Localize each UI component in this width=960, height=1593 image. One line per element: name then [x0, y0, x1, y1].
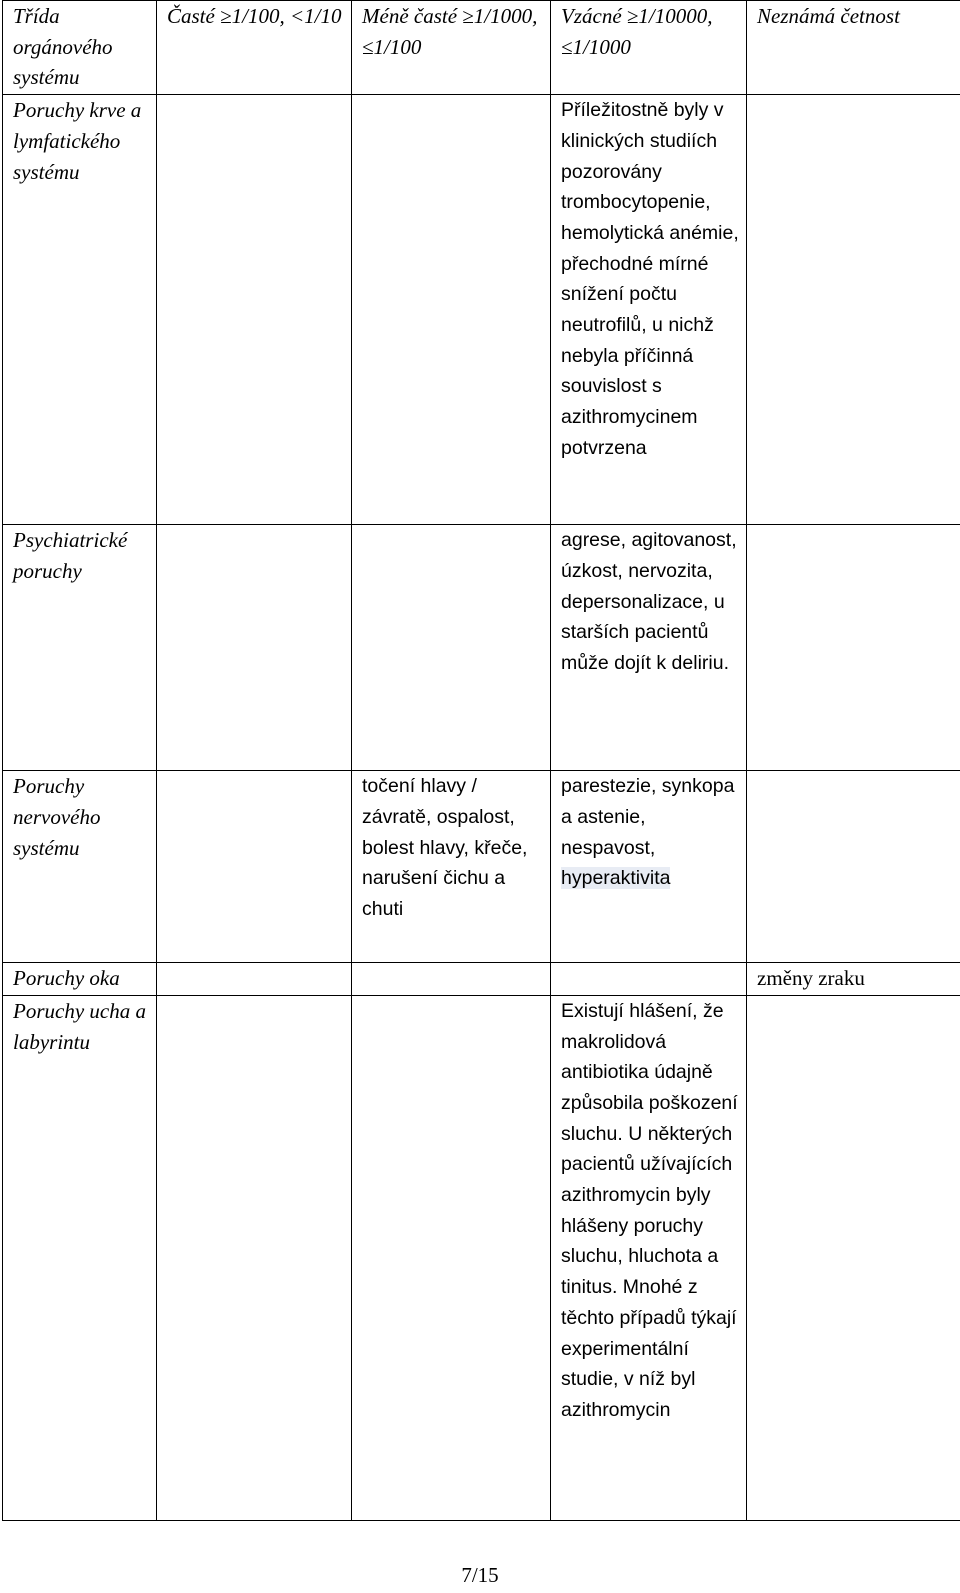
side-effects-table	[2, 0, 960, 1521]
table-row	[3, 525, 960, 771]
header-rare: Vzácné ≥1/10000, ≤1/1000	[551, 1, 747, 95]
row-uncommon	[352, 95, 551, 525]
row-unknown	[747, 95, 960, 525]
row-uncommon: točení hlavy / závratě, ospalost, bolest hlavy, křeče, narušení čichu a chuti	[352, 771, 551, 963]
header-uncommon: Méně časté ≥1/1000, ≤1/100	[352, 1, 551, 95]
row-unknown	[747, 525, 960, 771]
row-rare	[551, 963, 747, 996]
table-header-row	[3, 1, 960, 95]
row-unknown	[747, 995, 960, 1520]
table-row	[3, 95, 960, 525]
row-class: Poruchy oka	[3, 963, 157, 996]
header-unknown: Neznámá četnost	[747, 1, 960, 95]
rare-text: parestezie, synkopa a astenie, nespavost,	[561, 775, 735, 859]
header-class: Třída orgánového systému	[3, 1, 157, 95]
row-rare: Existují hlášení, že makrolidová antibiotika údajně způsobila poškození sluchu. U některých pacientů užívajících azithromycin byly hlášeny poruchy sluchu, hluchota a tinitus. Mnohé z těchto případů týkají experimentální studie, v níž byl azithromycin	[551, 995, 747, 1520]
row-rare: agrese, agitovanost, úzkost, nervozita, depersonalizace, u starších pacientů může dojít k deliriu.	[551, 525, 747, 771]
row-uncommon	[352, 963, 551, 996]
highlighted-text: hyperaktivita	[561, 867, 671, 890]
row-common	[157, 963, 352, 996]
table-row	[3, 771, 960, 963]
page-number: 7/15	[461, 1563, 499, 1587]
row-uncommon	[352, 525, 551, 771]
row-common	[157, 95, 352, 525]
table-row	[3, 963, 960, 996]
row-class: Poruchy krve a lymfatického systému	[3, 95, 157, 525]
row-uncommon	[352, 995, 551, 1520]
row-common	[157, 525, 352, 771]
row-rare: Příležitostně byly v klinických studiích pozorovány trombocytopenie, hemolytická anémie, přechodné mírné snížení počtu neutrofilů, u nichž nebyla příčinná souvislost s azithromycinem potvrzena	[551, 95, 747, 525]
table-row	[3, 995, 960, 1520]
row-class: Poruchy ucha a labyrintu	[3, 995, 157, 1520]
row-unknown: změny zraku	[747, 963, 960, 996]
row-class: Poruchy nervového systému	[3, 771, 157, 963]
header-common: Časté ≥1/100, <1/10	[157, 1, 352, 95]
row-common	[157, 771, 352, 963]
row-unknown	[747, 771, 960, 963]
row-common	[157, 995, 352, 1520]
row-class: Psychiatrické poruchy	[3, 525, 157, 771]
row-rare	[551, 771, 747, 963]
